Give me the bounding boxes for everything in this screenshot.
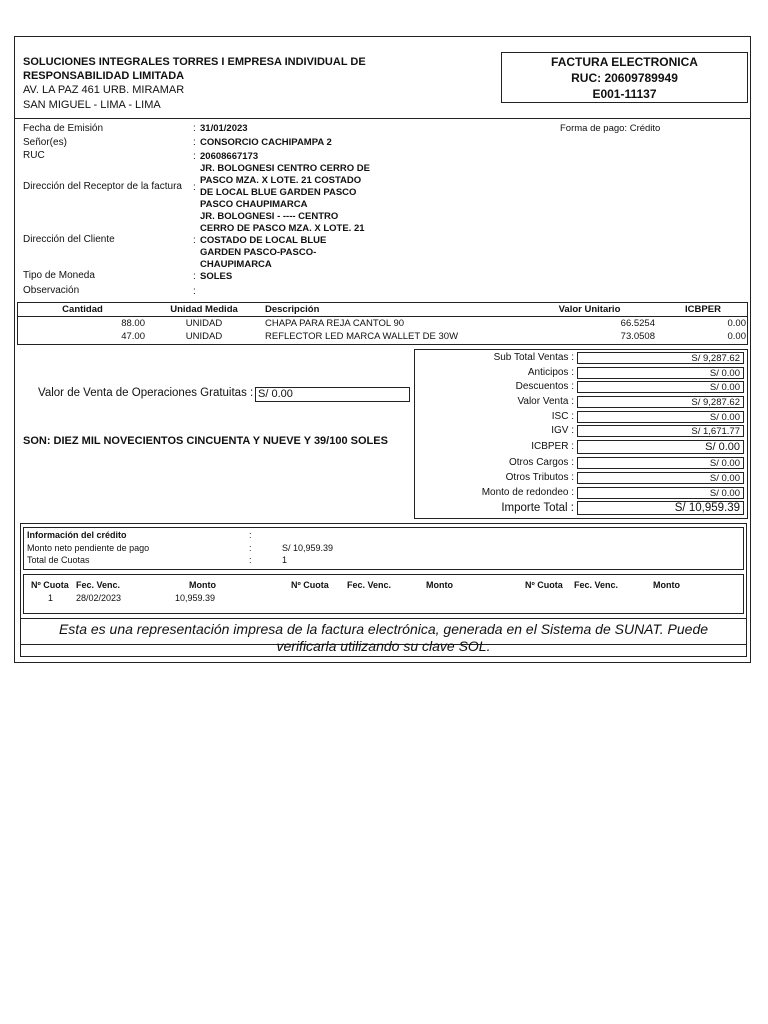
total-label-isc: ISC : bbox=[551, 411, 574, 422]
table-row bbox=[17, 318, 748, 330]
monto-neto-label: Monto neto pendiente de pago bbox=[27, 543, 150, 553]
footer-note-line1: Esta es una representación impresa de la factura electrónica, generada en el Sistema de SUNAT. Puede bbox=[58, 621, 709, 637]
total-label-icbper: ICBPER : bbox=[531, 441, 574, 452]
cell-unidad: UNIDAD bbox=[185, 331, 223, 342]
issuer-address-line1: AV. LA PAZ 461 URB. MIRAMAR bbox=[23, 84, 185, 96]
total-label-descuentos: Descuentos : bbox=[515, 381, 574, 392]
dir-receptor-label: Dirección del Receptor de la factura bbox=[23, 181, 182, 192]
dir-receptor-line: PASCO CHAUPIMARCA bbox=[200, 199, 308, 210]
total-value-otros-tributos: S/ 0.00 bbox=[577, 472, 744, 484]
dir-cliente-line: JR. BOLOGNESI - ---- CENTRO bbox=[200, 211, 339, 222]
table-row bbox=[23, 593, 744, 605]
colon: : bbox=[193, 123, 196, 134]
dir-receptor-line: JR. BOLOGNESI CENTRO CERRO DE bbox=[200, 163, 370, 174]
table-row bbox=[17, 331, 748, 343]
dir-receptor-line: DE LOCAL BLUE GARDEN PASCO bbox=[200, 187, 357, 198]
issuer-name-line2: RESPONSABILIDAD LIMITADA bbox=[23, 70, 185, 82]
gratuitas-label: Valor de Venta de Operaciones Gratuitas : bbox=[38, 387, 254, 399]
dir-cliente-line: CERRO DE PASCO MZA. X LOTE. 21 bbox=[200, 223, 365, 234]
document-title: FACTURA ELECTRONICA bbox=[551, 55, 698, 69]
colon: : bbox=[193, 286, 196, 297]
cuota-header-numero: Nº Cuota bbox=[291, 580, 329, 590]
total-label-otros-tributos: Otros Tributos : bbox=[505, 472, 574, 483]
colon: : bbox=[249, 555, 252, 565]
items-header-divider bbox=[17, 316, 748, 317]
total-label-anticipos: Anticipos : bbox=[527, 367, 574, 378]
gratuitas-value: S/ 0.00 bbox=[255, 387, 410, 402]
fecha-value: 31/01/2023 bbox=[200, 123, 248, 134]
colon: : bbox=[193, 271, 196, 282]
senores-value: CONSORCIO CACHIPAMPA 2 bbox=[200, 137, 332, 148]
cuota-fecha: 28/02/2023 bbox=[76, 593, 122, 603]
moneda-value: SOLES bbox=[200, 271, 233, 282]
col-header-unidad: Unidad Medida bbox=[170, 304, 238, 315]
total-label-otros-cargos: Otros Cargos : bbox=[508, 457, 574, 468]
col-header-cantidad: Cantidad bbox=[62, 304, 103, 315]
total-value-subtotal: S/ 9,287.62 bbox=[577, 352, 744, 364]
total-value-valor-venta: S/ 9,287.62 bbox=[577, 396, 744, 408]
total-label-igv: IGV : bbox=[551, 425, 574, 436]
cell-descripcion: CHAPA PARA REJA CANTOL 90 bbox=[265, 318, 405, 329]
colon: : bbox=[193, 137, 196, 148]
cell-valor-unitario: 66.5254 bbox=[620, 318, 655, 329]
total-value-descuentos: S/ 0.00 bbox=[577, 381, 744, 393]
cell-cantidad: 88.00 bbox=[121, 318, 145, 329]
cuota-header-monto: Monto bbox=[189, 580, 216, 590]
colon: : bbox=[193, 151, 196, 162]
cell-cantidad: 47.00 bbox=[121, 331, 145, 342]
total-value-isc: S/ 0.00 bbox=[577, 411, 744, 423]
cell-icbper: 0.00 bbox=[727, 331, 746, 342]
ruc-label: RUC bbox=[23, 150, 45, 161]
document-ruc: RUC: 20609789949 bbox=[571, 71, 678, 85]
cuota-header-fecha: Fec. Venc. bbox=[574, 580, 619, 590]
dir-cliente-value bbox=[200, 211, 365, 271]
colon: : bbox=[249, 530, 252, 540]
cuota-header-fecha: Fec. Venc. bbox=[347, 580, 392, 590]
ruc-value: 20608667173 bbox=[200, 151, 259, 162]
document-number: E001-11137 bbox=[592, 87, 657, 101]
colon: : bbox=[249, 543, 252, 553]
cell-valor-unitario: 73.0508 bbox=[620, 331, 655, 342]
cuota-monto: 10,959.39 bbox=[175, 593, 216, 603]
total-label-subtotal: Sub Total Ventas : bbox=[493, 352, 574, 363]
moneda-label: Tipo de Moneda bbox=[23, 270, 95, 281]
dir-cliente-line: GARDEN PASCO-PASCO- bbox=[200, 247, 317, 258]
total-cuotas-label: Total de Cuotas bbox=[27, 555, 90, 565]
divider bbox=[14, 118, 751, 119]
total-value-anticipos: S/ 0.00 bbox=[577, 367, 744, 379]
cuota-header-numero: Nº Cuota bbox=[31, 580, 69, 590]
senores-label: Señor(es) bbox=[23, 137, 67, 148]
total-value-igv: S/ 1,671.77 bbox=[577, 425, 744, 437]
total-cuotas-value: 1 bbox=[282, 555, 288, 565]
footer-note-line2: verificarla utilizando su clave SOL. bbox=[276, 638, 491, 654]
issuer-name-line1: SOLUCIONES INTEGRALES TORRES I EMPRESA INDIVIDUAL DE bbox=[23, 56, 366, 68]
colon: : bbox=[193, 235, 196, 246]
cuota-header-numero: Nº Cuota bbox=[525, 580, 563, 590]
dir-receptor-line: PASCO MZA. X LOTE. 21 COSTADO bbox=[200, 175, 362, 186]
col-header-descripcion: Descripción bbox=[265, 304, 320, 315]
observacion-label: Observación bbox=[23, 285, 80, 296]
total-value-redondeo: S/ 0.00 bbox=[577, 487, 744, 499]
issuer-address-line2: SAN MIGUEL - LIMA - LIMA bbox=[23, 99, 161, 111]
cell-descripcion: REFLECTOR LED MARCA WALLET DE 30W bbox=[265, 331, 459, 342]
cuota-header-monto: Monto bbox=[653, 580, 680, 590]
cuota-numero: 1 bbox=[48, 593, 54, 603]
dir-cliente-line: COSTADO DE LOCAL BLUE bbox=[200, 235, 327, 246]
colon: : bbox=[193, 182, 196, 193]
dir-receptor-value bbox=[200, 163, 370, 211]
cuota-header-fecha: Fec. Venc. bbox=[76, 580, 121, 590]
total-label-importe: Importe Total : bbox=[501, 502, 574, 514]
document-id-box bbox=[501, 52, 748, 103]
cuota-header-monto: Monto bbox=[426, 580, 453, 590]
forma-pago: Forma de pago: Crédito bbox=[560, 123, 661, 134]
dir-cliente-label: Dirección del Cliente bbox=[23, 234, 115, 245]
col-header-valor-unitario: Valor Unitario bbox=[558, 304, 621, 315]
footer-note-box bbox=[20, 618, 747, 657]
total-value-icbper: S/ 0.00 bbox=[577, 440, 744, 454]
credit-title: Información del crédito bbox=[27, 530, 127, 540]
total-value-importe: S/ 10,959.39 bbox=[577, 501, 744, 515]
cell-unidad: UNIDAD bbox=[185, 318, 223, 329]
col-header-icbper: ICBPER bbox=[685, 304, 721, 315]
total-label-redondeo: Monto de redondeo : bbox=[481, 487, 574, 498]
amount-in-words: SON: DIEZ MIL NOVECIENTOS CINCUENTA Y NUEVE Y 39/100 SOLES bbox=[23, 435, 388, 447]
fecha-label: Fecha de Emisión bbox=[23, 123, 104, 134]
total-label-valor-venta: Valor Venta : bbox=[517, 396, 574, 407]
cell-icbper: 0.00 bbox=[727, 318, 746, 329]
dir-cliente-line: CHAUPIMARCA bbox=[200, 259, 272, 270]
monto-neto-value: S/ 10,959.39 bbox=[282, 543, 334, 553]
total-value-otros-cargos: S/ 0.00 bbox=[577, 457, 744, 469]
